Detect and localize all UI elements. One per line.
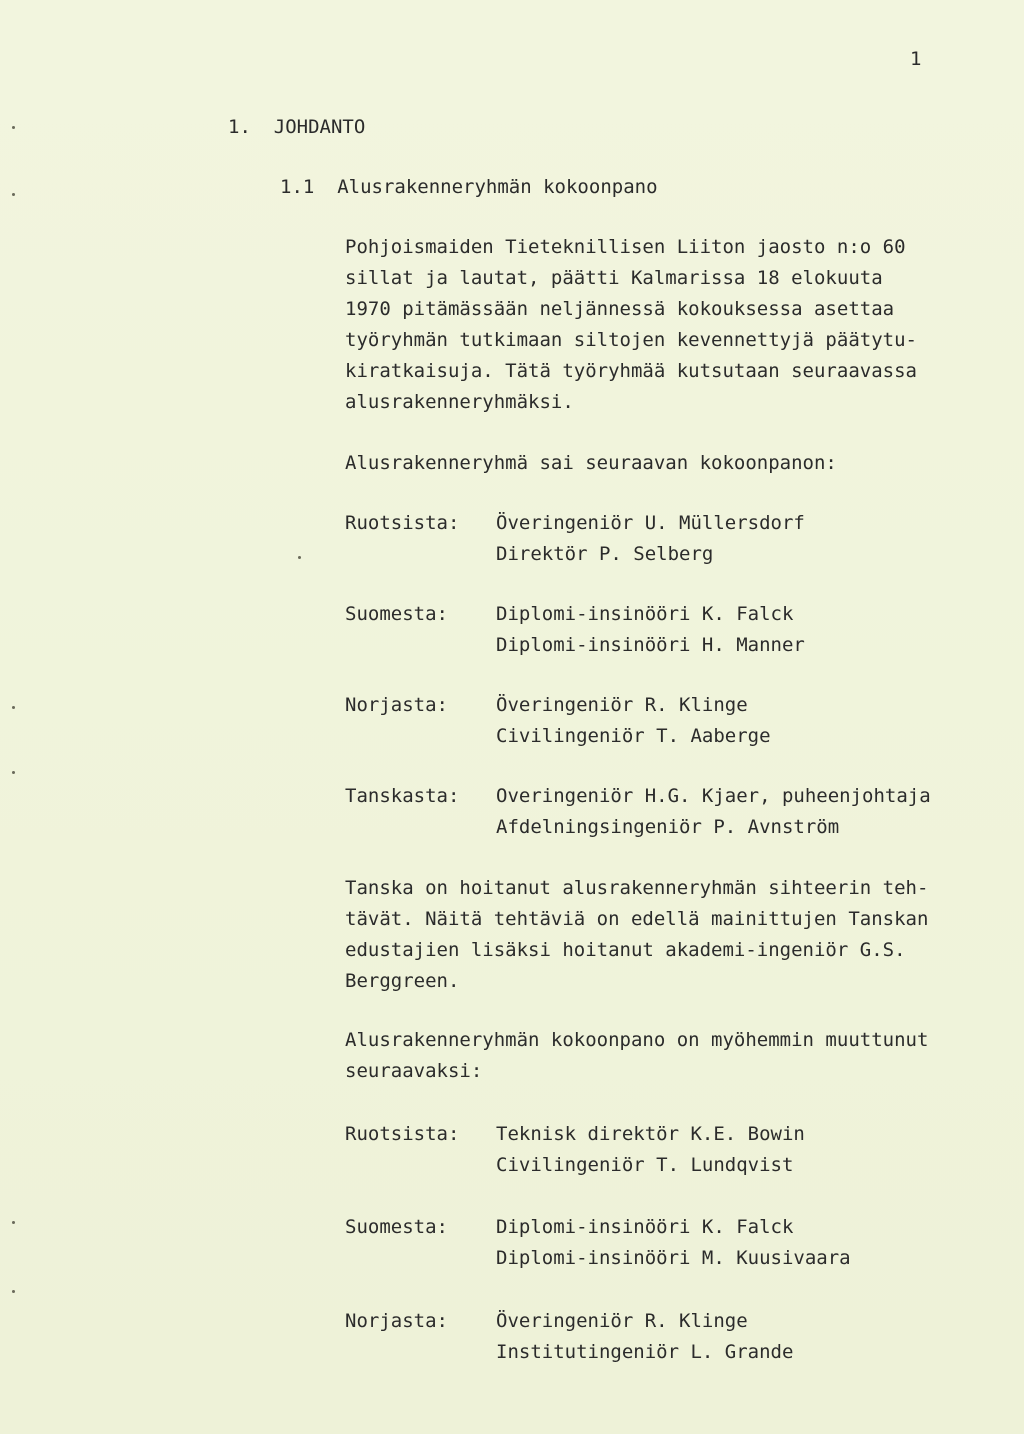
- member-name: Överingeniör R. Klinge: [496, 1310, 748, 1332]
- scan-speck: [12, 193, 15, 196]
- member-name: Institutingeniör L. Grande: [496, 1341, 794, 1363]
- country-label: Suomesta:: [345, 603, 448, 625]
- section-number: 1.1: [280, 176, 315, 198]
- country-label: Ruotsista:: [345, 512, 460, 534]
- member-name: Afdelningsingeniör P. Avnström: [496, 816, 840, 838]
- country-label: Norjasta:: [345, 694, 448, 716]
- member-name: Overingeniör H.G. Kjaer, puheenjohtaja: [496, 785, 931, 807]
- text-line: kiratkaisuja. Tätä työryhmää kutsutaan seuraavassa: [345, 360, 917, 382]
- text-line: seuraavaksi:: [345, 1060, 483, 1082]
- text-line: Tanska on hoitanut alusrakenneryhmän sihteerin teh-: [345, 877, 929, 899]
- text-line: tävät. Näitä tehtäviä on edellä mainittujen Tanskan: [345, 908, 929, 930]
- later-composition-paragraph: [345, 1025, 995, 1087]
- member-name: Diplomi-insinööri K. Falck: [496, 1216, 794, 1238]
- text-line: alusrakenneryhmäksi.: [345, 391, 574, 413]
- scan-speck: [12, 1290, 15, 1293]
- country-label: Ruotsista:: [345, 1123, 460, 1145]
- text-line: työryhmän tutkimaan siltojen kevennettyjä päätytu-: [345, 329, 917, 351]
- text-line: Berggreen.: [345, 970, 460, 992]
- secretary-paragraph: [345, 873, 995, 997]
- scan-speck: [12, 706, 15, 709]
- composition-intro-paragraph: [345, 448, 995, 479]
- scan-speck: [12, 1221, 15, 1224]
- intro-paragraph: [345, 232, 995, 418]
- scan-speck: [12, 771, 15, 774]
- member-name: Diplomi-insinööri K. Falck: [496, 603, 794, 625]
- chapter-number: 1.: [228, 116, 251, 138]
- text-line: Pohjoismaiden Tieteknillisen Liiton jaosto n:o 60: [345, 236, 906, 258]
- page-number: 1: [910, 48, 922, 70]
- text-line: 1970 pitämässään neljännessä kokouksessa asettaa: [345, 298, 895, 320]
- member-name: Civilingeniör T. Aaberge: [496, 725, 771, 747]
- member-name: Civilingeniör T. Lundqvist: [496, 1154, 794, 1176]
- member-name: Teknisk direktör K.E. Bowin: [496, 1123, 805, 1145]
- chapter-title: JOHDANTO: [273, 116, 366, 138]
- member-name: Överingeniör R. Klinge: [496, 694, 748, 716]
- member-name: Överingeniör U. Müllersdorf: [496, 512, 805, 534]
- text-line: sillat ja lautat, päätti Kalmarissa 18 elokuuta: [345, 267, 883, 289]
- text-line: edustajien lisäksi hoitanut akademi-ingeniör G.S.: [345, 939, 906, 961]
- member-name: Diplomi-insinööri M. Kuusivaara: [496, 1247, 851, 1269]
- member-name: Diplomi-insinööri H. Manner: [496, 634, 805, 656]
- section-heading: [280, 176, 658, 198]
- scan-speck: [298, 556, 301, 559]
- scan-speck: [12, 126, 15, 129]
- country-label: Suomesta:: [345, 1216, 448, 1238]
- member-name: Direktör P. Selberg: [496, 543, 714, 565]
- text-line: Alusrakenneryhmän kokoonpano on myöhemmin muuttunut: [345, 1029, 929, 1051]
- section-title: Alusrakenneryhmän kokoonpano: [337, 176, 658, 198]
- text-line: Alusrakenneryhmä sai seuraavan kokoonpanon:: [345, 452, 837, 474]
- country-label: Tanskasta:: [345, 785, 460, 807]
- chapter-heading: [228, 116, 365, 138]
- country-label: Norjasta:: [345, 1310, 448, 1332]
